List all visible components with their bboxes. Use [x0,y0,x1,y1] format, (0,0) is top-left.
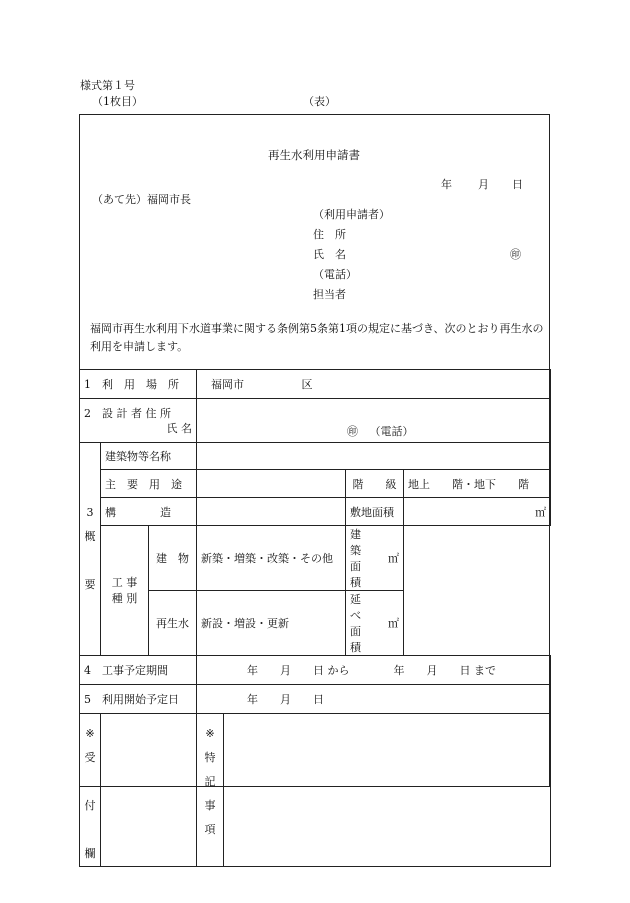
outline-number: 3 [86,506,94,519]
main-use-label: 主 要 用 途 [101,470,197,498]
designer-field[interactable] [197,399,551,443]
designer-phone-label: （電話） [369,425,414,438]
applicant-heading: （利用申請者） [313,208,390,221]
date-month-field[interactable]: 月 [478,178,489,191]
structure-label: 構 造 [101,498,197,526]
floors-label: 階 級 [346,470,404,498]
applicant-phone-field[interactable]: （電話） [313,268,357,281]
sheet-side: （表） [303,95,336,108]
sheet-number: （1枚目） [92,95,143,108]
date-year-field[interactable]: 年 [441,178,452,191]
period-field[interactable]: 年 月 日 から 年 月 日 まで [197,656,551,685]
floors-field[interactable]: 地上 階・地下 階 [404,470,551,498]
designer-address-label: 2 設 計 者 住 所 [84,406,171,420]
form-id: 様式第１号 [80,79,135,92]
location-label: 1 利 用 場 所 [80,370,197,399]
form-title: 再生水利用申請書 [268,148,360,162]
building-name-field[interactable] [197,443,551,470]
applicant-staff-field[interactable]: 担当者 [313,288,346,301]
main-use-field[interactable] [197,470,346,498]
start-date-label: 5 利用開始予定日 [80,685,197,714]
structure-field[interactable] [197,498,346,526]
remarks-label: ※ 特 記 事 項 [197,714,224,867]
addressee: （あて先）福岡市長 [92,193,191,206]
seal-mark: ㊞ [510,248,521,261]
period-label: 4 工事予定期間 [80,656,197,685]
application-table: 1 利 用 場 所 福岡市 区 2 設 計 者 住 所 氏 名 ㊞ （電話） 3 概 要 建築物等名称 主 要 用 途 階 級 地上 階・地下 階 構 造 敷地面積 ㎡ 工 事 種 別 建 物 新築・増築・改築・その他 建築面積 ㎡ 再生水 新設・増設・更新 延べ面積 ㎡ 4 工事予定期間 年 月 日 から 年 月 日 まで 5 利用開始予定日 年 月 日 ※ 受 付 欄 ※ 特 記 事 項 [79,369,551,867]
designer-seal-mark: ㊞ [347,425,359,438]
date-day-field[interactable]: 日 [512,178,523,191]
building-type-label: 建 物 [149,526,197,591]
designer-name-label: 氏 名 [166,421,193,435]
building-area-unit: ㎡ [388,552,400,565]
outline-char-1: 概 [84,530,96,543]
building-name-label: 建築物等名称 [101,443,197,470]
location-ward: 区 [301,378,313,391]
start-date-field[interactable]: 年 月 日 [197,685,551,714]
designer-label [80,399,197,443]
location-field[interactable] [197,370,551,399]
floor-area-unit: ㎡ [388,617,400,630]
site-area-label: 敷地面積 [346,498,404,526]
applicant-address-field[interactable]: 住 所 [313,228,346,241]
recycled-water-options[interactable]: 新設・増設・更新 [197,591,346,656]
site-area-field[interactable] [404,498,551,526]
site-area-unit: ㎡ [535,505,547,519]
outline-label [80,443,101,656]
applicant-name-field[interactable]: 氏 名 [313,248,346,261]
reception-field[interactable] [101,714,197,867]
reception-label: ※ 受 付 欄 [80,714,101,867]
application-statement: 福岡市再生水利用下水道事業に関する条例第5条第1項の規定に基づき、次のとおり再生水の利用を申請します。 [90,322,544,353]
remarks-field[interactable] [224,714,551,867]
building-type-options[interactable]: 新築・増築・改築・その他 [197,526,346,591]
work-type-label: 工 事 種 別 [101,526,149,656]
recycled-water-label: 再生水 [149,591,197,656]
location-city: 福岡市 [211,378,245,391]
outline-char-2: 要 [84,578,96,591]
